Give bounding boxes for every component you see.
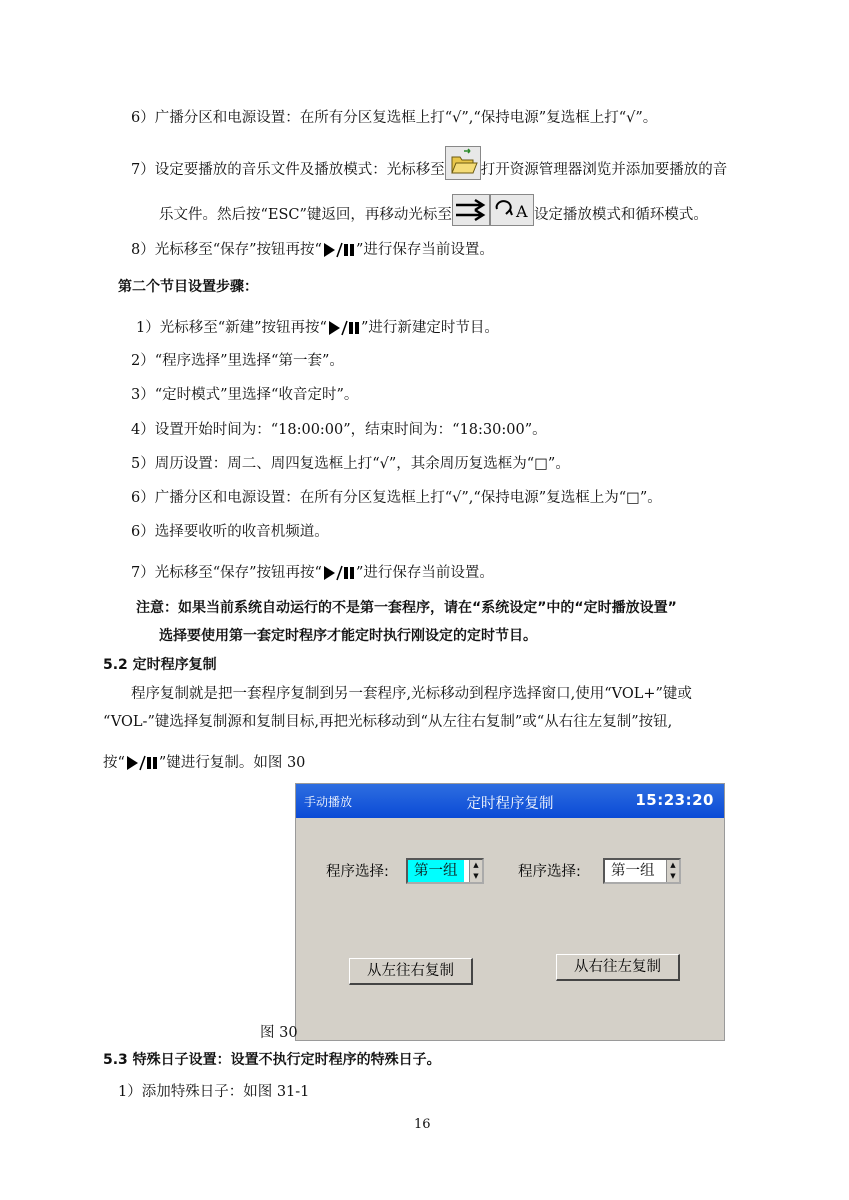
svg-text:A: A <box>515 202 528 221</box>
section-heading-second-program: 第二个节目设置步骤： <box>118 279 258 295</box>
figure-caption: 图 30 <box>260 1025 298 1041</box>
right-program-label: 程序选择: <box>518 864 581 880</box>
para-line-3 <box>103 753 305 773</box>
section-5-3-heading: 5.3 特殊日子设置：设置不执行定时程序的特殊日子。 <box>103 1052 441 1068</box>
s1-text-a: 1）光标移至“新建”按钮再按“ <box>136 320 327 336</box>
note-line-2: 选择要使用第一套定时程序才能定时执行刚设定的定时节目。 <box>159 628 537 644</box>
para-line-1: 程序复制就是把一套程序复制到另一套程序,光标移动到程序选择窗口,使用“VOL+”键或 <box>131 686 692 702</box>
clock-display: 15:23:20 <box>635 791 714 809</box>
window-titlebar <box>296 784 724 818</box>
p3-text-a: 按“ <box>103 755 125 771</box>
page-number: 16 <box>414 1117 431 1132</box>
window-title: 定时程序复制 <box>466 796 554 812</box>
s7-text-a: 7）光标移至“保存”按钮再按“ <box>131 565 322 581</box>
play-pause-icon <box>327 320 361 336</box>
s1-line <box>136 318 499 338</box>
step7-line <box>131 160 727 180</box>
spinner-arrows-icon[interactable]: ▲ ▼ <box>469 860 482 882</box>
left-program-label: 程序选择: <box>326 864 389 880</box>
s4-line: 4）设置开始时间为：“18:00:00”，结束时间为：“18:30:00”。 <box>131 422 547 438</box>
open-folder-icon <box>445 146 481 180</box>
s3-line: 3）“定时模式”里选择“收音定时”。 <box>131 387 359 403</box>
section-5-2-heading: 5.2 定时程序复制 <box>103 657 217 673</box>
copy-left-to-right-button[interactable]: 从左往右复制 <box>349 958 473 985</box>
step7-text-d: 设定播放模式和循环模式。 <box>533 207 708 223</box>
copy-right-to-left-button[interactable]: 从右往左复制 <box>556 954 680 981</box>
s7-text-b: ”进行保存当前设置。 <box>355 565 494 581</box>
play-pause-icon <box>322 565 356 581</box>
left-program-spinner[interactable] <box>406 858 484 884</box>
s6b-line: 6）选择要收听的收音机频道。 <box>131 524 329 540</box>
play-pause-icon <box>322 242 356 258</box>
s1-text-b: ”进行新建定时节目。 <box>360 320 499 336</box>
s6-line: 6）广播分区和电源设置：在所有分区复选框上打“√”,“保持电源”复选框上为“□”。 <box>131 490 662 506</box>
step8-line <box>131 240 494 260</box>
add-special-day-line: 1）添加特殊日子：如图 31-1 <box>118 1084 310 1100</box>
loop-icon <box>490 194 534 226</box>
step7-line2 <box>159 204 708 226</box>
s5-line: 5）周历设置：周二、周四复选框上打“√”，其余周历复选框为“□”。 <box>131 456 570 472</box>
p3-text-b: ”键进行复制。如图 30 <box>158 755 306 771</box>
right-program-spinner[interactable] <box>603 858 681 884</box>
step7-text-c: 乐文件。然后按“ESC”键返回，再移动光标至 <box>159 207 452 223</box>
play-pause-icon <box>125 755 159 771</box>
step8-text-a: 8）光标移至“保存”按钮再按“ <box>131 242 322 258</box>
s2-line: 2）“程序选择”里选择“第一套”。 <box>131 353 344 369</box>
step6-power-settings: 6）广播分区和电源设置：在所有分区复选框上打“√”,“保持电源”复选框上打“√”。 <box>131 110 658 126</box>
para-line-2: “VOL-”键选择复制源和复制目标,再把光标移动到“从左往右复制”或“从右往左复制”按钮, <box>103 714 673 730</box>
spinner-arrows-icon[interactable]: ▲ ▼ <box>666 860 679 882</box>
s7-line <box>131 563 494 583</box>
right-program-value: 第一组 <box>611 863 655 879</box>
figure-30-screenshot <box>295 783 725 1041</box>
step8-text-b: ”进行保存当前设置。 <box>355 242 494 258</box>
play-mode-icon <box>452 194 490 226</box>
mode-label: 手动播放 <box>304 795 353 809</box>
left-program-value: 第一组 <box>408 860 464 882</box>
step7-text-a: 7）设定要播放的音乐文件及播放模式：光标移至 <box>131 162 445 178</box>
note-line-1: 注意：如果当前系统自动运行的不是第一套程序，请在“系统设定”中的“定时播放设置” <box>136 600 677 616</box>
step7-text-b: 打开资源管理器浏览并添加要播放的音 <box>480 162 728 178</box>
